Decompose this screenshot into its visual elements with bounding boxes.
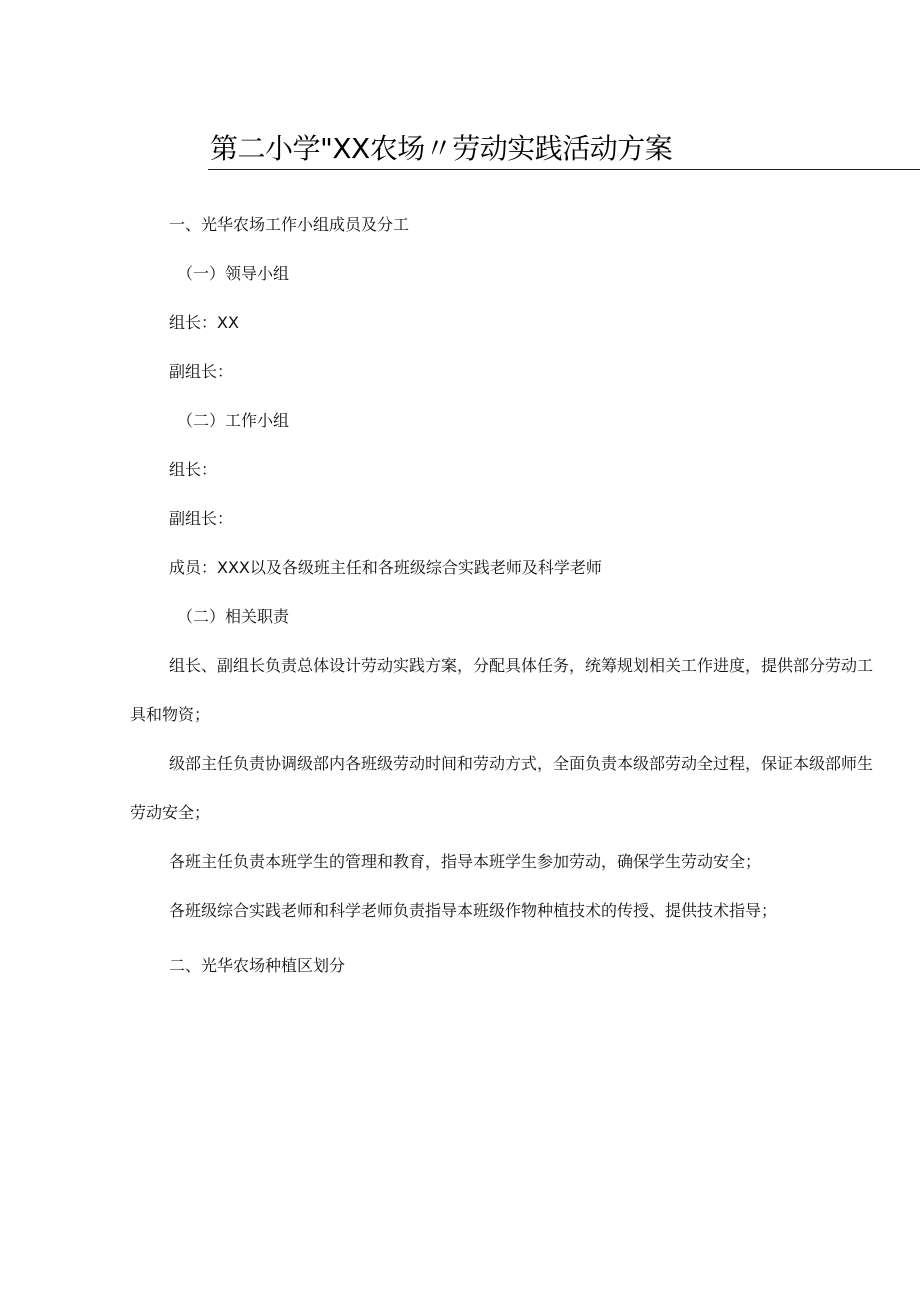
members-line: 成员：XXX以及各级班主任和各班级综合实践老师及科学老师: [169, 558, 602, 577]
duty-paragraph-grade-directors: [130, 754, 920, 824]
work-group-deputy-line: 副组长：: [169, 509, 234, 528]
duty-paragraph-leaders: [130, 656, 920, 726]
section-2-heading: 二、光华农场种植区划分: [169, 956, 346, 975]
subsection-duties-heading: （二）相关职责: [177, 607, 290, 626]
leader-line: 组长：XX: [169, 313, 239, 332]
subsection-work-group-heading: （二）工作小组: [177, 411, 290, 430]
duty-paragraph-practice-science-teachers: 各班级综合实践老师和科学老师负责指导本班级作物种植技术的传授、提供技术指导；: [169, 901, 778, 920]
title-block: [208, 131, 920, 170]
duty-paragraph-grade-directors-line-1: 级部主任负责协调级部内各班级劳动时间和劳动方式，全面负责本级部劳动全过程，保证本级部师生: [169, 754, 874, 773]
subsection-leadership-group-heading: （一）领导小组: [177, 264, 290, 283]
duty-paragraph-leaders-line-2: 具和物资；: [130, 705, 211, 724]
work-group-leader-line: 组长：: [169, 460, 218, 479]
duty-paragraph-grade-directors-line-2: 劳动安全；: [130, 803, 211, 822]
deputy-leader-line: 副组长：: [169, 362, 234, 381]
document-title: 第二小学"XX农场〃劳动实践活动方案: [210, 132, 673, 165]
section-1-heading: 一、光华农场工作小组成员及分工: [169, 215, 410, 234]
duty-paragraph-class-teachers: 各班主任负责本班学生的管理和教育，指导本班学生参加劳动，确保学生劳动安全；: [169, 852, 762, 871]
duty-paragraph-leaders-line-1: 组长、副组长负责总体设计劳动实践方案，分配具体任务，统筹规划相关工作进度，提供部分劳动工: [169, 656, 874, 675]
